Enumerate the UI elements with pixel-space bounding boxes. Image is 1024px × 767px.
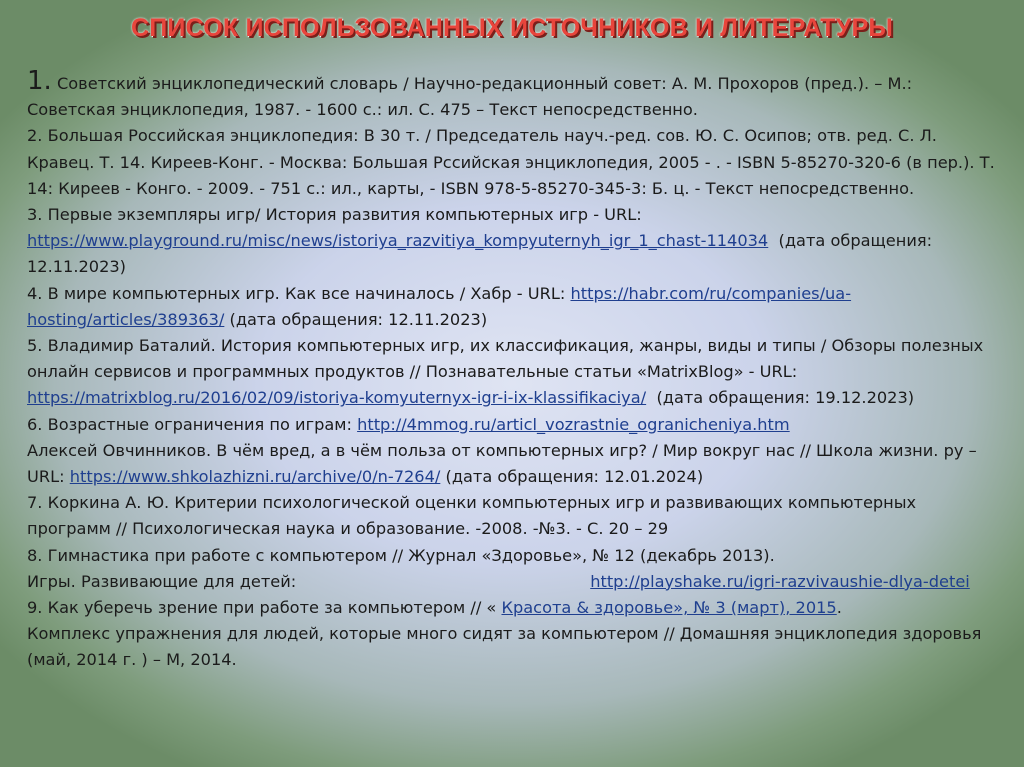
reference-4-link[interactable]: https://habr.com/ru/companies/ua-hosting/articles/389363/ bbox=[27, 283, 852, 329]
reference-1-number: 1. bbox=[27, 66, 52, 96]
reference-item-5 bbox=[27, 333, 1002, 412]
reference-item-6b bbox=[27, 438, 1002, 490]
reference-item-4 bbox=[27, 281, 1002, 333]
reference-3-suffix: (дата обращения: 12.11.2023) bbox=[27, 231, 933, 277]
reference-9-suffix: . bbox=[836, 598, 842, 618]
reference-item-7 bbox=[27, 490, 1002, 542]
reference-item-8b bbox=[27, 569, 1002, 595]
reference-item-9 bbox=[27, 595, 1002, 621]
reference-6b-suffix: (дата обращения: 12.01.2024) bbox=[445, 467, 704, 487]
reference-9-link[interactable]: Красота & здоровье», № 3 (март), 2015 bbox=[501, 598, 837, 618]
reference-8b-link[interactable]: http://playshake.ru/igri-razvivaushie-dlya-detei bbox=[590, 571, 970, 591]
reference-item-2 bbox=[27, 123, 1002, 202]
reference-list bbox=[27, 68, 1002, 674]
reference-9-text: 9. Как уберечь зрение при работе за компьютером // « bbox=[27, 598, 497, 618]
reference-1-text: Советский энциклопедический словарь / Научно-редакционный совет: А. М. Прохоров (пред.). – М.: Советская энциклопедия, 1987. - 1600 с.: ил. С. 475 – Текст непосредственно. bbox=[27, 74, 913, 120]
reference-2-text: 2. Большая Российская энциклопедия: В 30 т. / Председатель науч.-ред. сов. Ю. С. Осипов; отв. ред. С. Л. Кравец. Т. 14. Киреев-Конг. - Москва: Большая Рссийская энциклопедия, 2005 - . - ISBN 5-85270-320-6 (в пер.). Т. 14: Киреев - Конго. - 2009. - 751 с.: ил., карты, - ISBN 978-5-85270-345-3: Б. ц. - Текст непосредственно. bbox=[27, 126, 995, 198]
reference-6b-text: Алексей Овчинников. В чём вред, а в чём польза от компьютерных игр? / Мир вокруг нас // Школа жизни. ру – URL: bbox=[27, 440, 977, 487]
reference-5-suffix: (дата обращения: 19.12.2023) bbox=[656, 388, 915, 408]
reference-8-text: 8. Гимнастика при работе с компьютером // Журнал «Здоровье», № 12 (декабрь 2013). bbox=[27, 545, 775, 565]
reference-4-text: 4. В мире компьютерных игр. Как все начиналось / Хабр - URL: bbox=[27, 283, 566, 303]
reference-9b-text: Комплекс упражнения для людей, которые много сидят за компьютером // Домашняя энциклопедия здоровья (май, 2014 г. ) – М, 2014. bbox=[27, 624, 982, 670]
reference-item-3 bbox=[27, 202, 1002, 281]
reference-5-text: 5. Владимир Баталий. История компьютерных игр, их классификация, жанры, виды и типы / Обзоры полезных онлайн сервисов и программных продуктов // Познавательные статьи «MatrixBlog» - URL: bbox=[27, 336, 984, 382]
reference-item-8 bbox=[27, 543, 1002, 569]
reference-4-suffix: (дата обращения: 12.11.2023) bbox=[229, 309, 488, 329]
reference-6b-link[interactable]: https://www.shkolazhizni.ru/archive/0/n-7264/ bbox=[69, 467, 441, 487]
reference-3-text: 3. Первые экземпляры игр/ История развития компьютерных игр - URL: bbox=[27, 205, 642, 225]
reference-item-9b bbox=[27, 621, 1002, 673]
reference-6-text: 6. Возрастные ограничения по играм: bbox=[27, 414, 352, 434]
slide-title: СПИСОК ИСПОЛЬЗОВАННЫХ ИСТОЧНИКОВ И ЛИТЕРАТУРЫ bbox=[130, 14, 894, 42]
reference-8b-text: Игры. Развивающие для детей: bbox=[27, 571, 297, 591]
reference-6-link[interactable]: http://4mmog.ru/articl_vozrastnie_ogranicheniya.htm bbox=[357, 414, 790, 434]
reference-item-1 bbox=[27, 68, 1002, 123]
reference-item-6 bbox=[27, 412, 1002, 438]
reference-7-text: 7. Коркина А. Ю. Критерии психологической оценки компьютерных игр и развивающих компьютерных программ // Психологическая наука и образование. -2008. -№3. - С. 20 – 29 bbox=[27, 493, 917, 539]
reference-3-link[interactable]: https://www.playground.ru/misc/news/istoriya_razvitiya_kompyuternyh_igr_1_chast-114034 bbox=[27, 231, 769, 251]
reference-5-link[interactable]: https://matrixblog.ru/2016/02/09/istoriya-komyuternyx-igr-i-ix-klassifikaciya/ bbox=[27, 388, 647, 408]
